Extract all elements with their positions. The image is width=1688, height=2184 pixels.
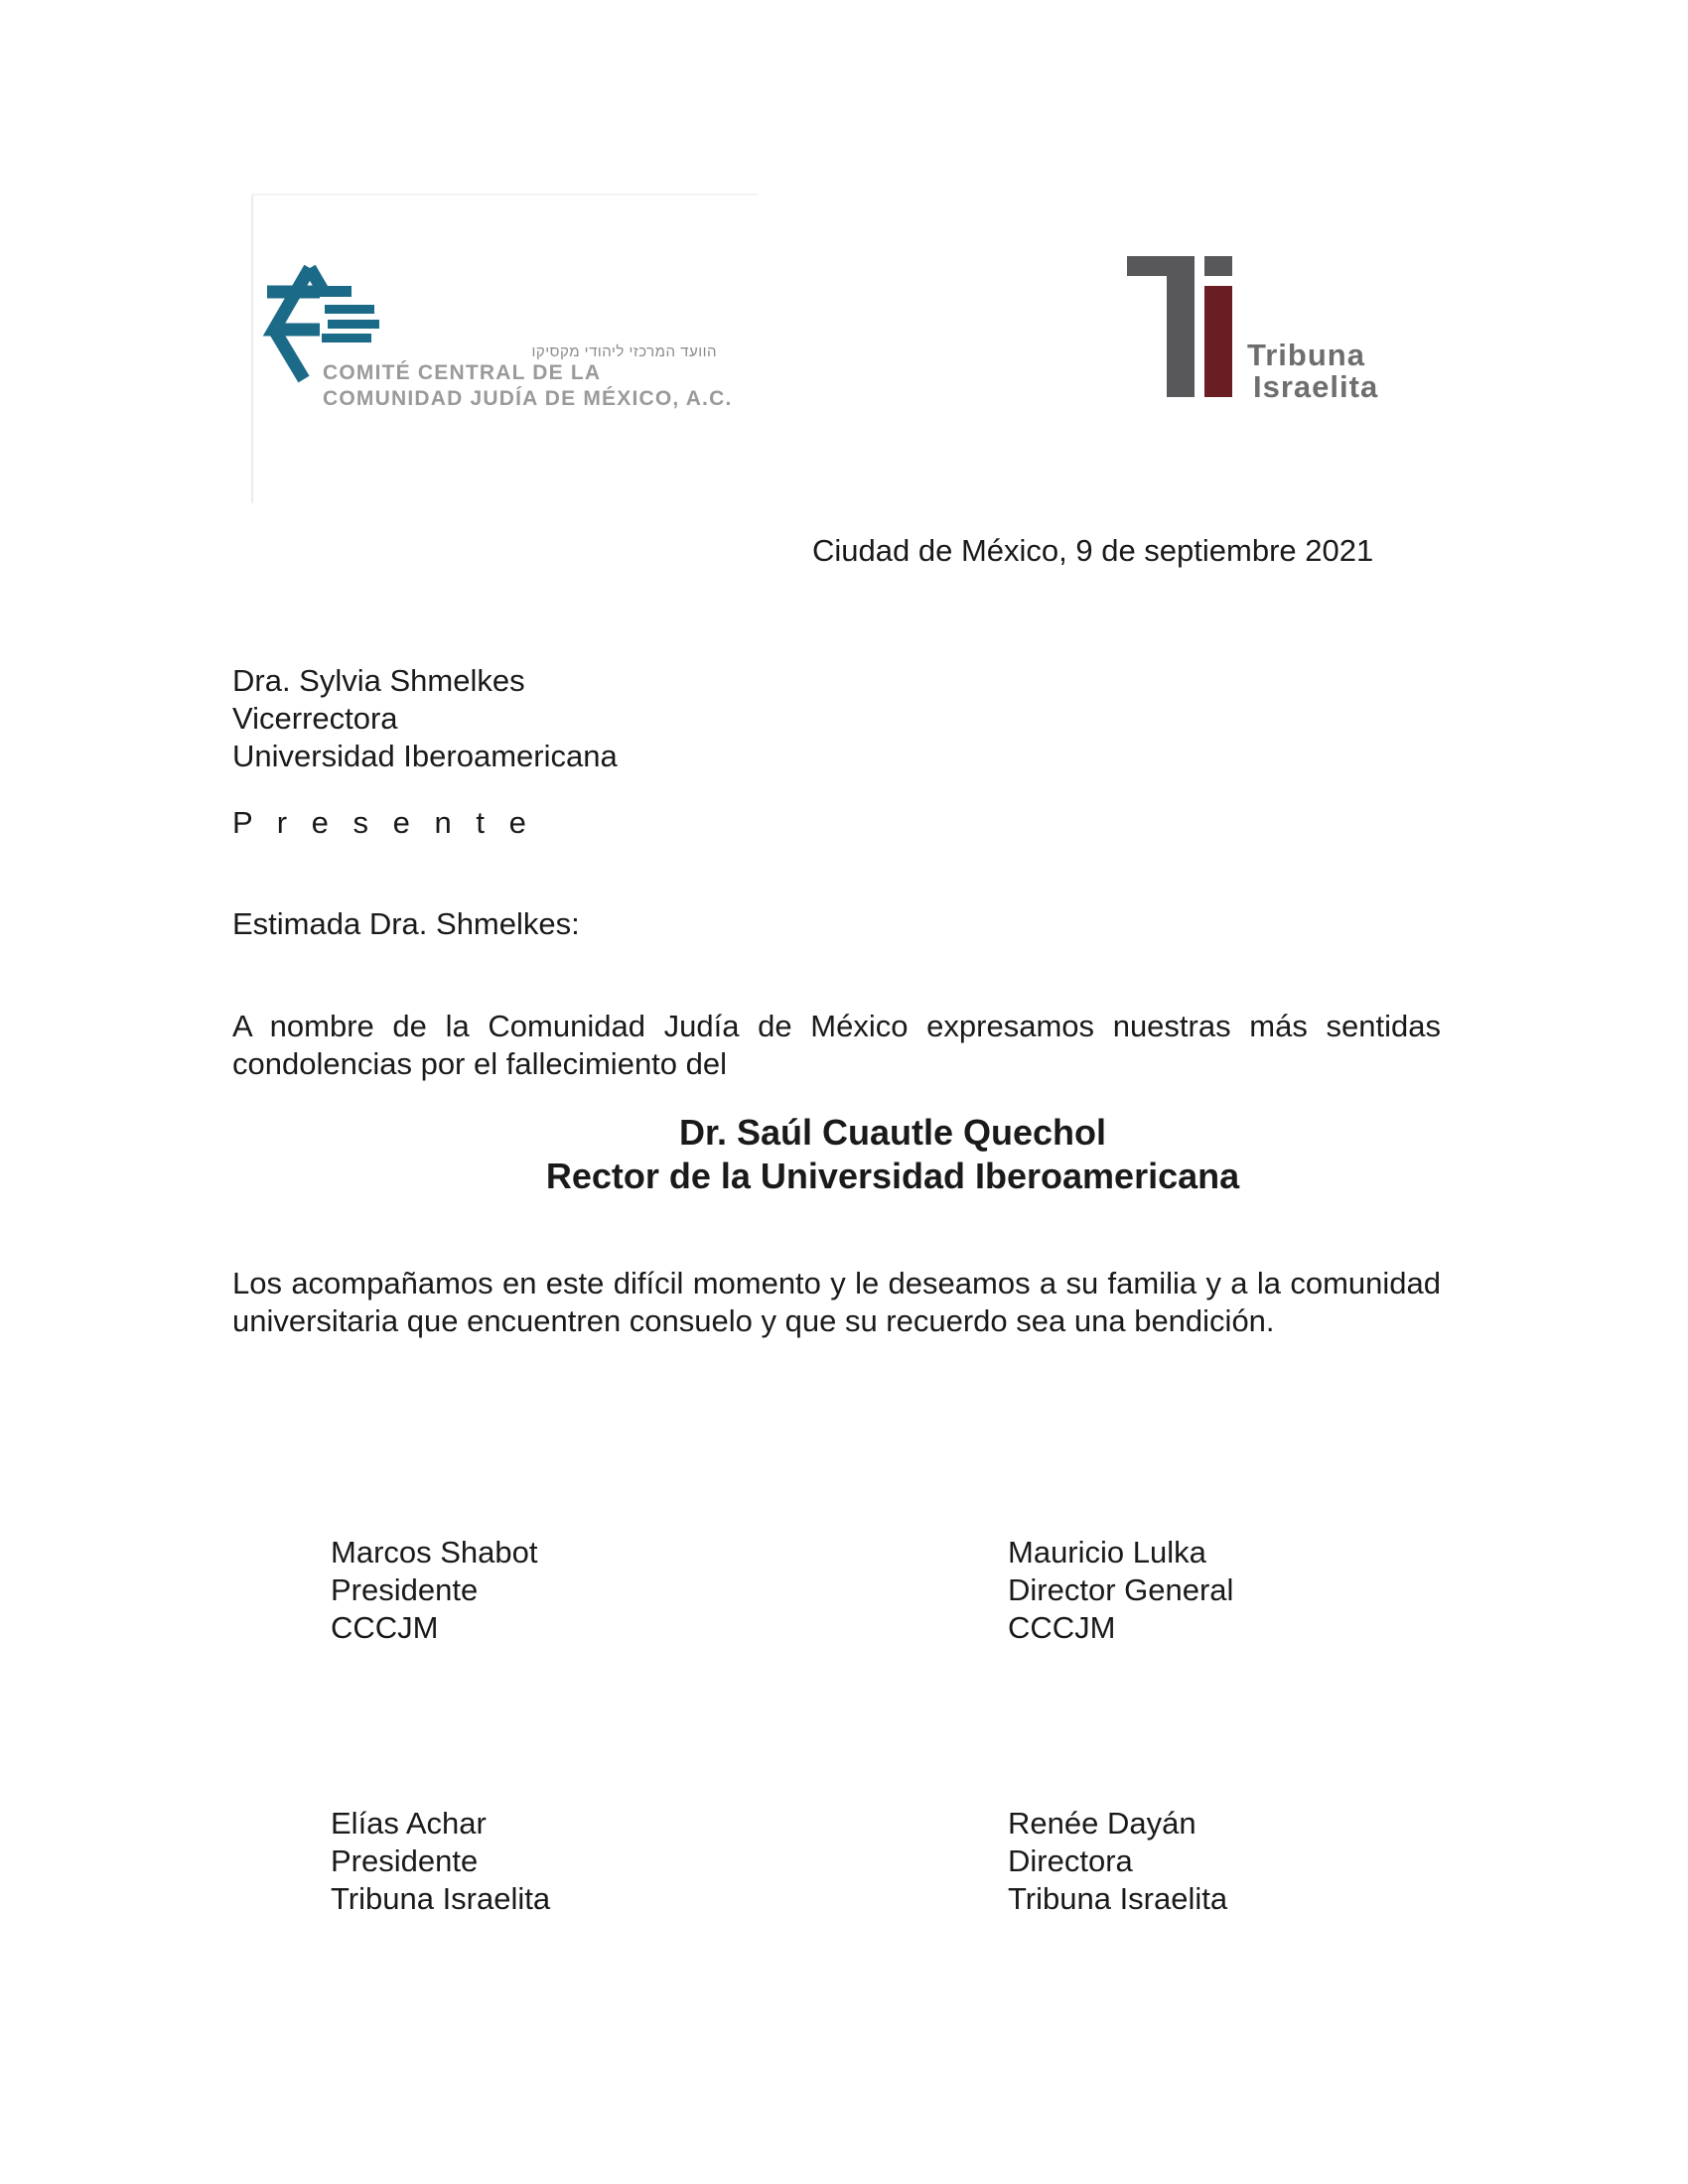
signature-block [331, 1805, 550, 1918]
tribuna-logo-word1: Tribuna [1247, 338, 1365, 372]
tribuna-logo-word2: Israelita [1253, 369, 1379, 404]
signatory-name: Renée Dayán [1008, 1806, 1196, 1841]
presente-line: P r e s e n t e [232, 805, 534, 840]
signatory-org: Tribuna Israelita [331, 1881, 551, 1916]
recipient-title: Vicerrectora [232, 701, 398, 736]
cccjm-logo-line2: COMUNIDAD JUDÍA DE MÉXICO, A.C. [323, 387, 733, 410]
recipient-name: Dra. Sylvia Shmelkes [232, 663, 525, 698]
signatory-name: Mauricio Lulka [1008, 1535, 1206, 1570]
recipient-institution: Universidad Iberoamericana [232, 739, 618, 773]
signatory-org: CCCJM [1008, 1610, 1116, 1645]
deceased-title: Rector de la Universidad Iberoamericana [545, 1156, 1240, 1196]
signature-block [1008, 1534, 1233, 1647]
signatory-name: Elías Achar [331, 1806, 487, 1841]
tribuna-israelita-ti-icon [1127, 256, 1241, 400]
deceased-name: Dr. Saúl Cuautle Quechol [678, 1112, 1107, 1153]
closing-paragraph: Los acompañamos en este difícil momento y le deseamos a su familia y a la comunidad universitaria que encuentren consuelo y que su recuerdo sea una bendición. [232, 1266, 1441, 1338]
signatory-role: Director General [1008, 1572, 1234, 1607]
signatory-role: Presidente [331, 1843, 479, 1878]
cccjm-logo-line1: COMITÉ CENTRAL DE LA [323, 361, 602, 384]
recipient-block [232, 662, 618, 775]
signatory-name: Marcos Shabot [331, 1535, 538, 1570]
signatory-org: Tribuna Israelita [1008, 1881, 1228, 1916]
signatory-org: CCCJM [331, 1610, 439, 1645]
signature-block [331, 1534, 538, 1647]
condolence-paragraph: A nombre de la Comunidad Judía de México expresamos nuestras más sentidas condolencias por el fallecimiento del [232, 1009, 1441, 1081]
logo-frame-divider [251, 194, 253, 503]
cccjm-logo-hebrew: הוועד המרכזי ליהודי מקסיקו [531, 343, 717, 360]
signatory-role: Directora [1008, 1843, 1133, 1878]
signatory-role: Presidente [331, 1572, 479, 1607]
signature-block [1008, 1805, 1227, 1918]
logo-frame-top [251, 194, 758, 196]
salutation: Estimada Dra. Shmelkes: [232, 906, 580, 941]
letter-date: Ciudad de México, 9 de septiembre 2021 [812, 533, 1374, 568]
